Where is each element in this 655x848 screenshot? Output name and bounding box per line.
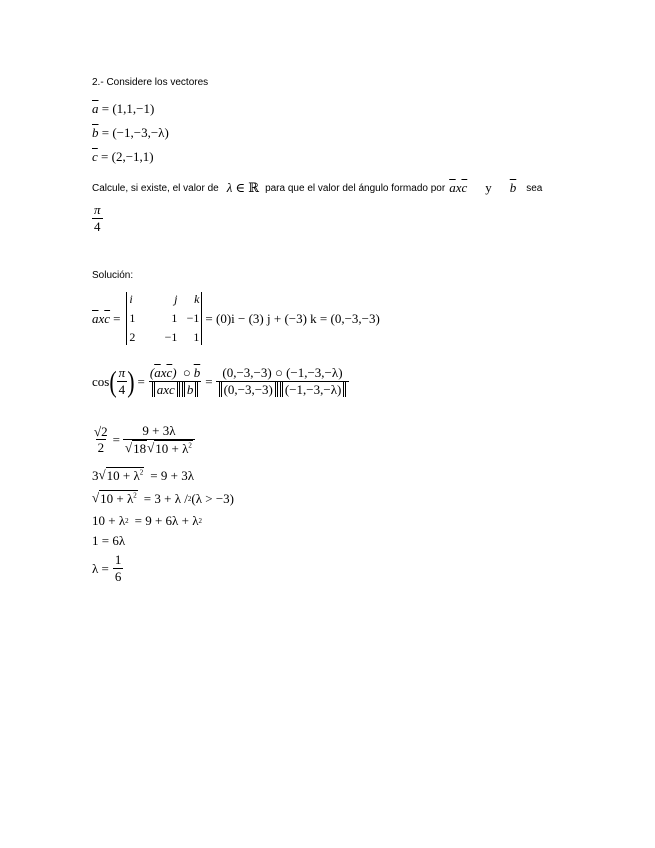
step-5: 1 = 6λ bbox=[92, 533, 126, 548]
step-1: $\frac{√2}{2}$ = 9 + 3λ √ 18 √ $10 + \lambda^2$ bbox=[92, 424, 195, 457]
problem-question bbox=[92, 180, 542, 196]
step-3: √ $10 + \lambda^2$ = 3 + λ / 2 (λ > −3) bbox=[92, 490, 234, 506]
cosine-equation: cos ( $\frac{\pi}{4}$ ) = $\frac{(\overline{a}x\overline{c}) ○ \overline{b}}{\overline{a}x\overline{c} \overline{b}}$ = $\frac{(0,-3,-3) ○ (-1,-3,-\lambda)}{(0,-3,-3) (-1,-3,-\lambda)}$ bbox=[92, 366, 349, 398]
step-6: λ = $\frac{1}{6}$ bbox=[92, 552, 122, 584]
question-end: sea bbox=[526, 182, 543, 194]
angle-fraction: $\frac{\pi}{4}$ bbox=[94, 202, 101, 234]
vector-a-value: = (1,1,−1) bbox=[101, 101, 155, 116]
vector-a-symbol: $\overline{a}$ bbox=[92, 101, 99, 116]
vector-b-value: = (−1,−3,−λ) bbox=[101, 125, 169, 140]
cos-numeric-fraction: $\frac{(0,-3,-3) ○ (-1,-3,-\lambda)}{(0,-3,-3) (-1,-3,-\lambda)}$ bbox=[216, 366, 350, 398]
vector-b-symbol-q: $\overline{b}$ bbox=[509, 180, 517, 195]
question-text-2: para que el valor del ángulo formado por bbox=[265, 182, 446, 194]
solution-label: Solución: bbox=[92, 270, 134, 281]
cos-vector-fraction: $\frac{(\overline{a}x\overline{c}) ○ \overline{b}}{\overline{a}x\overline{c} \overline{b}}$ bbox=[149, 365, 201, 397]
question-text-1: Calcule, si existe, el valor de bbox=[92, 182, 219, 194]
cross-result: = (0)i − (3) j + (−3) k = (0,−3,−3) bbox=[205, 310, 380, 326]
vector-c-symbol: $\overline{c}$ bbox=[92, 149, 98, 164]
step-4: 10 + λ 2 = 9 + 6λ + λ 2 bbox=[92, 513, 202, 528]
vector-c-value: = (2,−1,1) bbox=[101, 149, 154, 164]
determinant-matrix: i j k 1 1 −1 2 −1 1 bbox=[126, 292, 202, 345]
cross-product-symbol: $\overline{a}x\overline{c}$ bbox=[449, 180, 468, 195]
lambda-symbol: λ bbox=[226, 180, 233, 195]
step-2: 3 √ $10 + \lambda^2$ = 9 + 3λ bbox=[92, 467, 194, 483]
problem-heading: 2.- Considere los vectores bbox=[92, 77, 209, 88]
question-and: y bbox=[485, 180, 492, 195]
vector-b-symbol: $\overline{b}$ bbox=[92, 125, 99, 140]
vector-a-definition bbox=[92, 101, 154, 117]
cross-lhs: $\overline{a}x\overline{c}$ bbox=[92, 310, 111, 326]
vector-c-definition bbox=[92, 149, 154, 165]
in-reals-symbol: ∈ ℝ bbox=[235, 180, 260, 195]
cross-product-determinant: $\overline{a}x\overline{c}$ = i j k 1 1 −1 2 −1 1 = (0)i − (3) j + (−3) k = (0,−3,−3) bbox=[92, 292, 380, 344]
vector-b-definition bbox=[92, 125, 169, 141]
